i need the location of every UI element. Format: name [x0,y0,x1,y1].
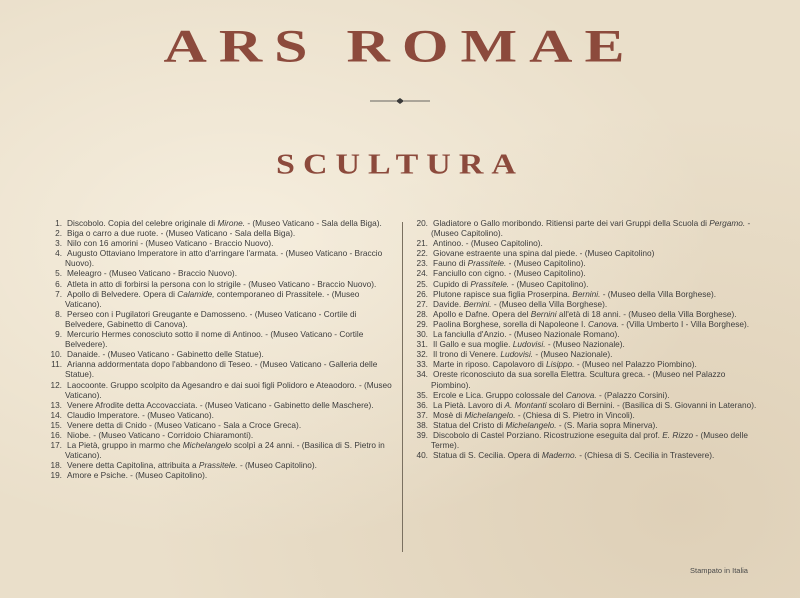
item-artist: Calamide, [177,288,215,299]
item-description: Laocoonte. Gruppo scolpito da Agesandro e dai suoi figli Polidoro e Ateaodoro. - (Museo Vaticano). [65,379,392,400]
item-text [431,289,716,299]
item-number: 28. [416,308,428,319]
list-item [412,400,764,410]
item-text [65,460,317,470]
list-item [412,238,764,248]
item-description: Giovane estraente una spina dal piede. - (Museo Capitolino) [433,248,655,259]
item-number: 8. [55,308,62,319]
item-number: 31. [416,339,428,350]
item-text [431,218,750,238]
item-location: scolpì a 24 anni. - (Basilica di S. Pietro in Vaticano). [65,440,385,461]
item-description: Nilo con 16 amorini - (Museo Vaticano - Braccio Nuovo). [67,238,274,249]
item-description: Marte in riposo. Capolavoro di [433,359,546,370]
item-text [65,420,301,430]
item-location: - (Museo della Villa Borghese). [600,288,717,299]
item-text [431,410,635,420]
item-number: 21. [416,238,428,249]
item-description: Amore e Psiche. - (Museo Capitolino). [67,470,208,481]
item-artist: Ludovisi. [500,349,534,360]
item-text [431,309,737,319]
item-location: - (Chiesa di S. Cecilia in Trastevere). [576,450,715,461]
ornament-divider [370,96,430,106]
item-description: Fauno di [433,258,468,269]
item-number: 20. [416,218,428,228]
item-description: Mercurio Hermes conosciuto sotto il nome di Antinoo. - (Museo Vaticano - Cortile Belvedere). [65,329,364,350]
item-text [431,420,658,430]
item-number: 4. [55,248,62,259]
item-text [431,279,588,289]
item-number: 2. [55,228,62,239]
item-description: Il trono di Venere. [433,349,501,360]
page-title: ARS ROMAE [163,20,637,72]
item-artist: Michelangelo. [464,409,516,420]
item-text [431,390,670,400]
list-item [412,349,764,359]
item-text [65,218,382,228]
item-artist: Maderno. [541,450,577,461]
item-text [65,309,356,329]
item-description: Augusto Ottaviano Imperatore in atto d'arringare l'armata. - (Museo Vaticano - Braccio Nuovo). [65,248,383,269]
item-text [431,329,620,339]
list-item [46,248,394,268]
item-artist: Pergamo. [709,218,746,228]
item-text [65,248,382,268]
item-artist: Bernini. [572,288,601,299]
list-item [412,309,764,319]
list-item [412,329,764,339]
list-item [412,390,764,400]
list-item [46,218,394,228]
list-item [46,309,394,329]
item-number: 33. [416,359,428,370]
column-divider [402,222,403,552]
list-item [412,410,764,420]
item-description: Fanciullo con cigno. - (Museo Capitolino). [433,268,586,279]
item-location: - (Museo Nazionale). [533,349,613,360]
item-number: 37. [416,409,428,420]
item-artist: E. Rizzo [662,429,694,440]
item-number: 34. [416,369,428,380]
item-description: Perseo con i Pugilatori Greugante e Damosseno. - (Museo Vaticano - Cortile di Belvedere, Gabinetto di Canova). [65,308,357,329]
item-text [65,470,207,480]
list-item [412,299,764,309]
item-text [65,410,214,420]
list-item [412,289,764,299]
item-description: Atleta in atto di forbirsi la persona con lo strigile - (Museo Vaticano - Braccio Nuovo). [67,278,377,289]
list-item [412,248,764,258]
item-text [431,238,543,248]
item-artist: Prassitele. [467,258,507,269]
list-item [412,218,764,238]
item-description: Discobolo. Copia del celebre originale di [67,218,218,228]
item-number: 38. [416,419,428,430]
item-description: Biga o carro a due ruote. - (Museo Vaticano - Sala della Biga). [67,228,296,239]
item-text [431,339,625,349]
list-item [412,420,764,430]
list-item [412,450,764,460]
item-description: Meleagro - (Museo Vaticano - Braccio Nuovo). [67,268,238,279]
item-description: Venere detta di Cnido - (Museo Vaticano - Sala a Croce Greca). [67,419,302,430]
item-description: Venere detta Capitolina, attribuita a [67,460,199,471]
list-item [46,470,394,480]
item-number: 22. [416,248,428,259]
item-description: Apollo e Dafne. Opera del [433,308,531,319]
right-column-list [412,218,764,460]
item-description: Mosè di [433,409,465,420]
item-artist: Prassitele. [198,460,238,471]
item-number: 35. [416,389,428,400]
list-item [46,268,394,278]
item-description: Apollo di Belvedere. Opera di [67,288,178,299]
item-text [65,279,376,289]
item-location: - (Museo delle Terme). [431,429,748,451]
list-item [46,359,394,379]
list-item [46,440,394,460]
item-text [65,329,363,349]
list-item [46,400,394,410]
item-number: 30. [416,329,428,340]
item-location: - (Museo Capitolino). [509,278,589,289]
item-location: - (Villa Umberto I - Villa Borghese). [618,318,750,329]
list-item [46,349,394,359]
item-description: Gladiatore o Gallo moribondo. Ritiensi parte dei vari Gruppi della Scuola di [433,218,710,228]
item-artist: Canova. [565,389,597,400]
item-artist: Canova. [587,318,619,329]
item-description: Danaide. - (Museo Vaticano - Gabinetto delle Statue). [67,349,264,360]
item-text [65,238,273,248]
item-description: Venere Afrodite detta Accovacciata. - (Museo Vaticano - Gabinetto delle Maschere). [67,399,374,410]
item-number: 17. [50,440,62,451]
item-location: - (Palazzo Corsini). [596,389,670,400]
item-description: Antinoo. - (Museo Capitolino). [433,238,543,249]
item-artist: Lisippo. [545,359,575,370]
item-text [431,450,714,460]
item-number: 14. [50,409,62,420]
item-artist: A. Montanti [504,399,547,410]
item-location: contemporaneo di Prassitele. - (Museo Vaticano). [65,288,360,309]
item-number: 1. [55,218,62,228]
item-location: - (Museo Vaticano - Sala della Biga). [245,218,382,228]
item-location: scolaro di Bernini. - (Basilica di S. Giovanni in Laterano). [546,399,757,410]
item-number: 25. [416,278,428,289]
item-text [65,380,392,400]
list-item [412,258,764,268]
item-artist: Ludovisi. [512,339,546,350]
item-description: Paolina Borghese, sorella di Napoleone I. [433,318,588,329]
item-location: - (Museo Capitolino). [506,258,586,269]
list-item [46,460,394,470]
item-description: Cupido di [433,278,471,289]
item-text [431,299,607,309]
section-title: SCULTURA [276,148,524,181]
item-number: 9. [55,329,62,340]
item-text [431,430,748,450]
item-number: 40. [416,450,428,461]
item-description: Il Gallo e sua moglie. [433,339,513,350]
list-item [412,339,764,349]
item-number: 13. [50,399,62,410]
item-number: 39. [416,429,428,440]
item-text [431,359,697,369]
item-number: 23. [416,258,428,269]
item-description: Arianna addormentata dopo l'abbandono di Teseo. - (Museo Vaticano - Galleria delle Statue). [65,359,378,380]
item-text [431,258,586,268]
list-item [46,289,394,309]
item-description: Statua di S. Cecilia. Opera di [433,450,542,461]
list-item [412,279,764,289]
item-text [65,289,359,309]
list-item [412,268,764,278]
item-number: 12. [50,379,62,390]
item-description: La Pietà, gruppo in marmo che [67,440,183,451]
item-description: Ercole e Lica. Gruppo colossale del [433,389,566,400]
item-text [431,248,654,258]
item-artist: Bernini [530,308,557,319]
item-text [431,349,612,359]
list-item [412,369,764,389]
list-item [46,380,394,400]
list-item [46,228,394,238]
item-text [65,349,264,359]
item-location: all'età di 18 anni. - (Museo della Villa Borghese). [556,308,737,319]
item-text [65,228,295,238]
item-location: - (Museo nel Palazzo Piombino). [574,359,697,370]
item-number: 7. [55,288,62,299]
item-number: 15. [50,419,62,430]
item-text [431,319,749,329]
item-text [431,369,725,389]
print-note: Stampato in Italia [690,566,748,575]
item-description: La Pietà. Lavoro di [433,399,505,410]
list-item [412,319,764,329]
item-artist: Michelangelo. [505,419,557,430]
left-column-list [46,218,394,480]
item-text [431,268,586,278]
item-description: Oreste riconosciuto da sua sorella Elettra. Scultura greca. - (Museo nel Palazzo Piombino). [431,369,726,390]
item-number: 16. [50,429,62,440]
item-text [65,268,237,278]
item-location: - (Museo Capitolino). [431,218,751,239]
item-number: 18. [50,460,62,471]
item-artist: Bernini. [463,298,492,309]
list-item [46,279,394,289]
item-location: - (Museo Capitolino). [237,460,317,471]
item-description: Davide. [433,298,464,309]
item-text [65,430,253,440]
item-artist: Mirone. [217,218,246,228]
item-number: 19. [50,470,62,481]
item-number: 11. [51,359,62,370]
list-item [412,359,764,369]
item-location: - (Chiesa di S. Pietro in Vincoli). [515,409,635,420]
item-number: 26. [416,288,428,299]
item-number: 10. [50,349,62,360]
item-number: 36. [416,399,428,410]
item-location: - (Museo della Villa Borghese). [491,298,608,309]
list-item [46,410,394,420]
item-number: 6. [55,278,62,289]
list-item [46,420,394,430]
list-item [46,329,394,349]
item-location: - (Museo Nazionale). [545,339,625,350]
item-text [65,359,377,379]
item-number: 29. [416,318,428,329]
item-artist: Michelangelo [182,440,232,451]
list-item [46,430,394,440]
item-description: Claudio Imperatore. - (Museo Vaticano). [67,409,214,420]
item-description: Statua del Cristo di [433,419,506,430]
item-number: 27. [416,298,428,309]
item-description: Niobe. - (Museo Vaticano - Corridoio Chiaramonti). [67,429,254,440]
item-artist: Prassitele. [470,278,510,289]
item-number: 32. [416,349,428,360]
item-text [65,440,385,460]
list-item [412,430,764,450]
item-description: Plutone rapisce sua figlia Proserpina. [433,288,573,299]
item-description: Discobolo di Castel Porziano. Ricostruzione eseguita dal prof. [433,429,663,440]
item-number: 5. [55,268,62,279]
item-text [65,400,374,410]
item-text [431,400,756,410]
item-number: 3. [55,238,62,249]
item-description: La fanciulla d'Anzio. - (Museo Nazionale Romano). [433,329,620,340]
list-item [46,238,394,248]
item-number: 24. [416,268,428,279]
item-location: - (S. Maria sopra Minerva). [556,419,658,430]
